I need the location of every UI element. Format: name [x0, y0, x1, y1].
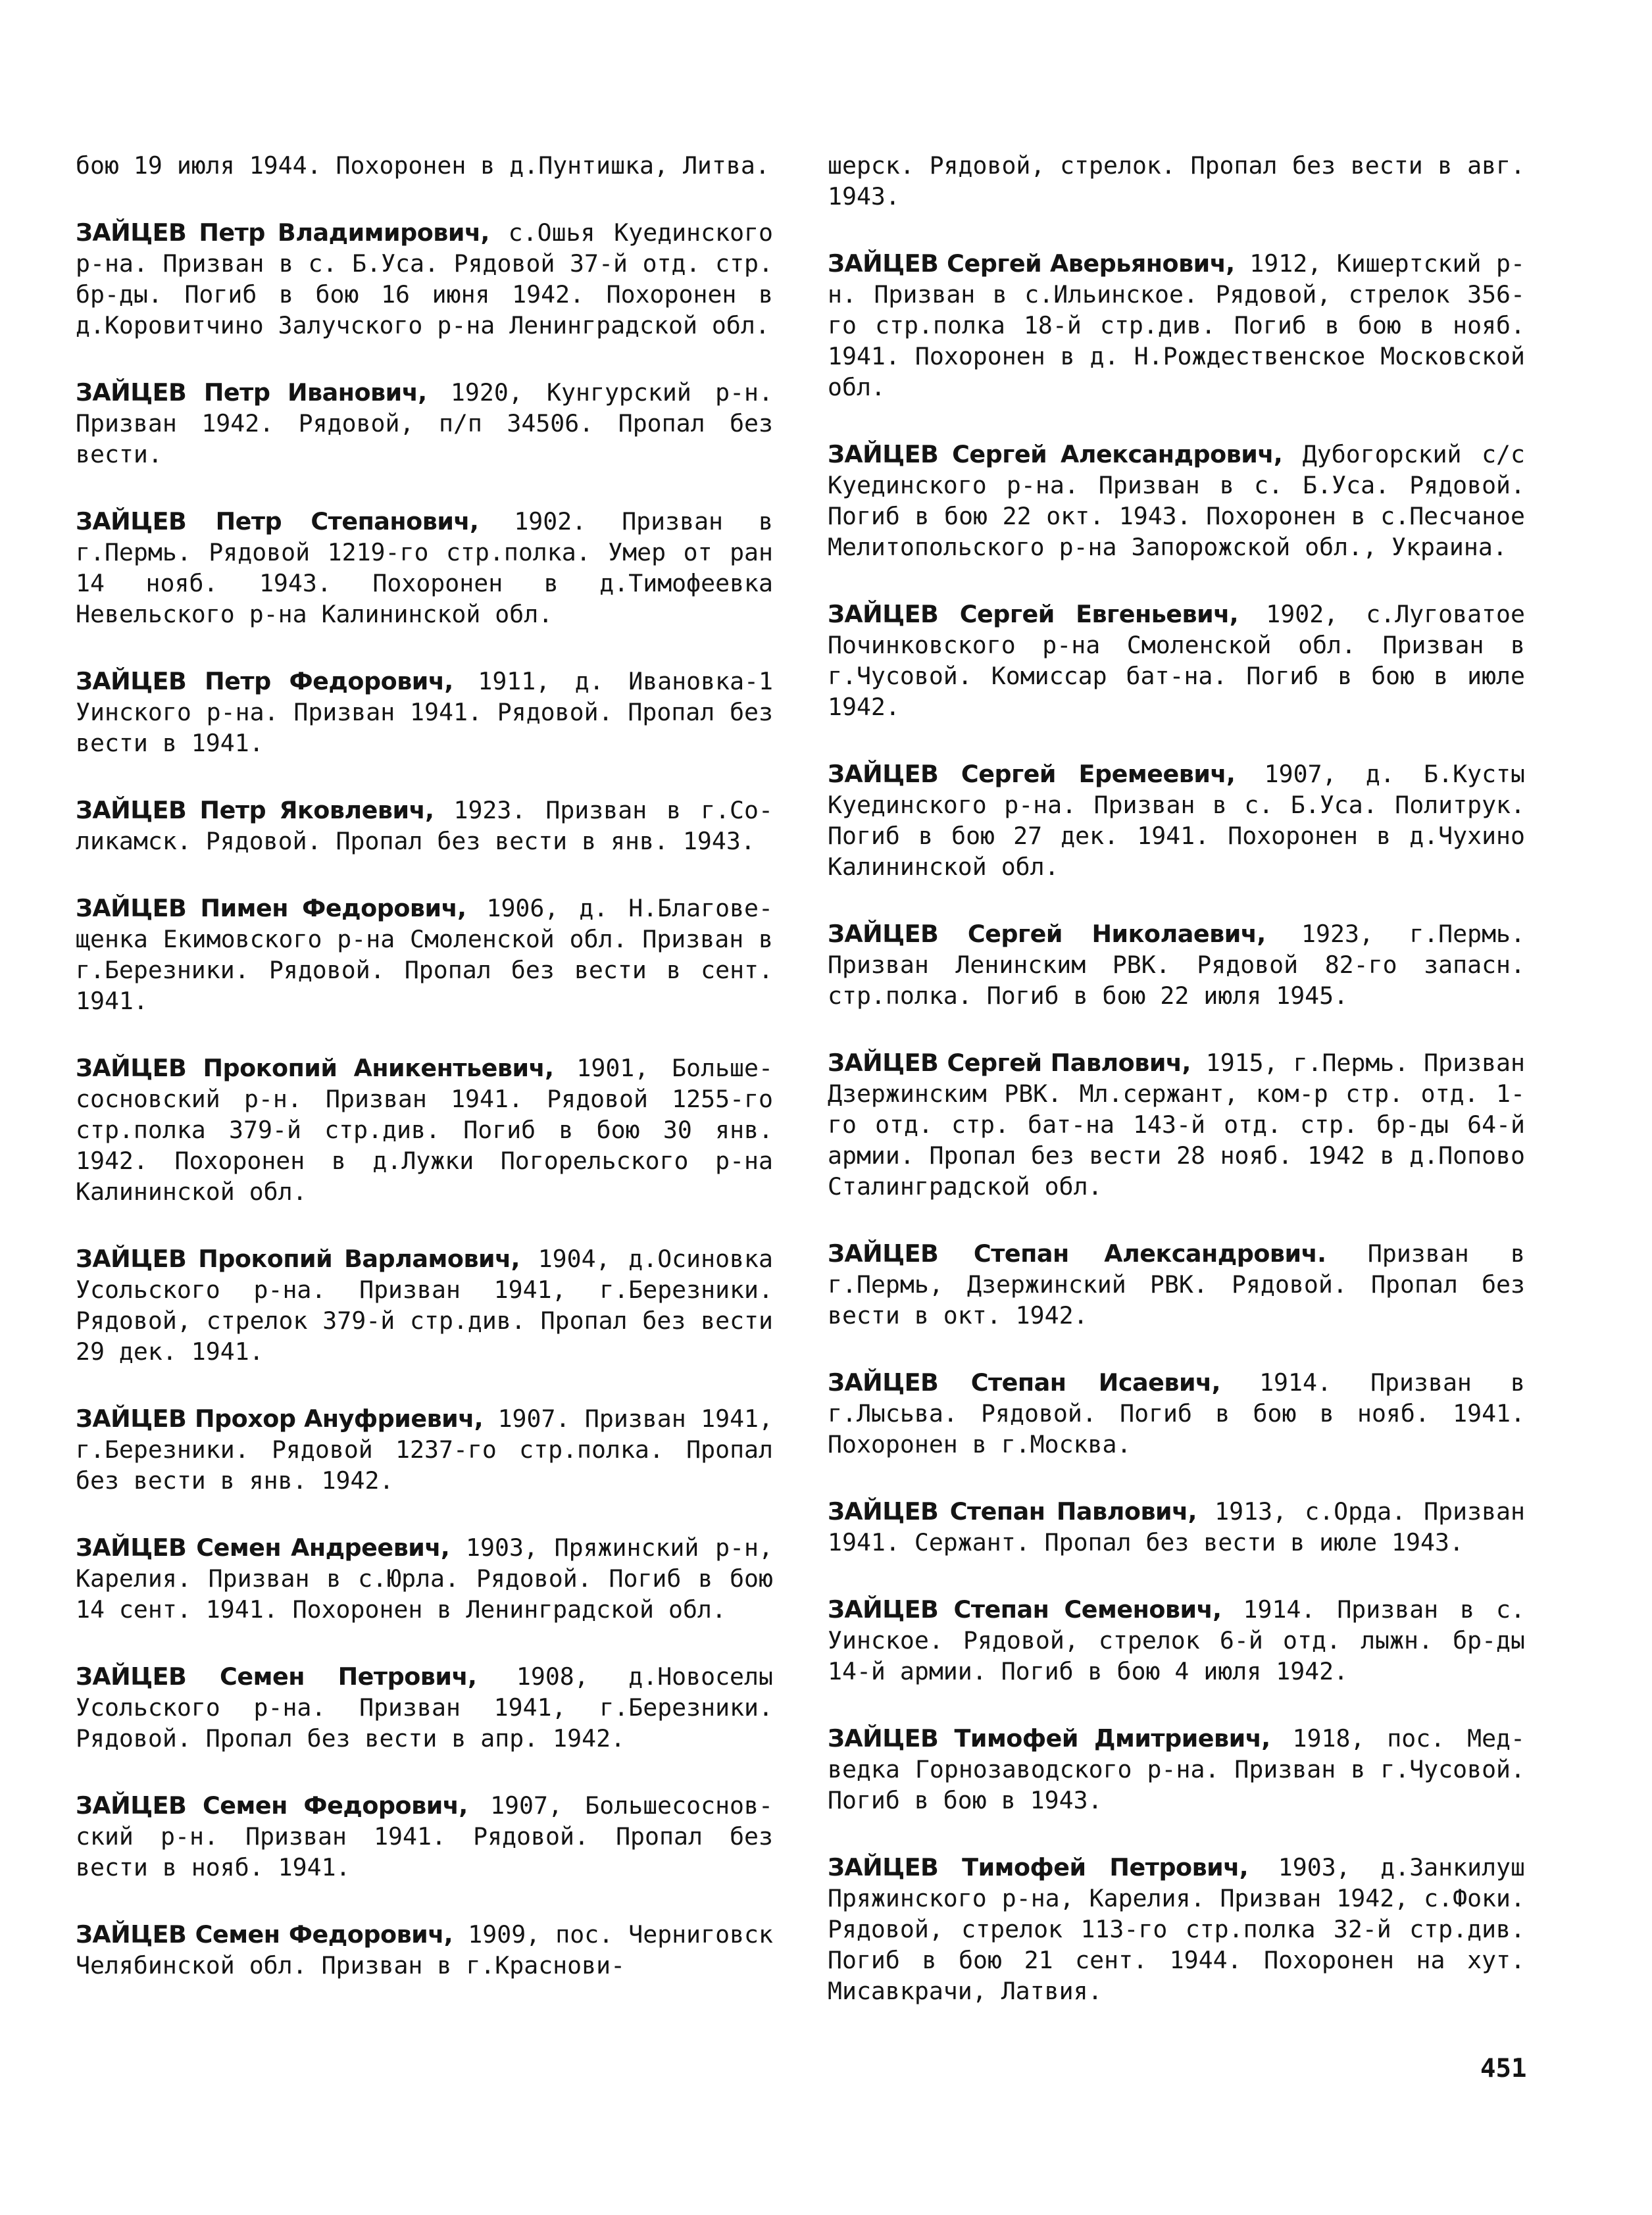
- list-item: [76, 1661, 773, 1754]
- list-item: [828, 1238, 1525, 1331]
- entry-text: 1923. Призван в г.Соликамск. Рядовой. Пропал без вести в янв. 1943.: [76, 796, 773, 855]
- entry-name: ЗАЙЦЕВ Тимофей Петрович,: [828, 1853, 1249, 1881]
- entry-text: 1903, Пряжинский р-н, Карелия. Призван в с.Юрла. Рядовой. Погиб в бою 14 сент. 1941. Похоронен в Ленинградской обл.: [76, 1533, 773, 1624]
- entry-text: 1904, д.Осиновка Усольского р-на. Призван 1941, г.Березники. Рядовой, стрелок 379-й стр.див. Пропал без вести 29 дек. 1941.: [76, 1245, 773, 1366]
- entry-text: 1913, с.Орда. Призван 1941. Сержант. Пропал без вести в июле 1943.: [828, 1497, 1525, 1556]
- list-item: [76, 893, 773, 1016]
- entry-text: 1914. Призван в с. Уинское. Рядовой, стрелок 6-й отд. лыжн. бр-ды 14-й армии. Погиб в бою 4 июля 1942.: [828, 1595, 1526, 1685]
- entry-text: 1914. Призван в г.Лысьва. Рядовой. Погиб в бою в нояб. 1941. Похоронен в г.Москва.: [828, 1368, 1525, 1458]
- entry-text: 1907, Большесосновский р-н. Призван 1941. Рядовой. Пропал без вести в нояб. 1941.: [76, 1791, 773, 1881]
- entry-name: ЗАЙЦЕВ Петр Иванович,: [76, 378, 427, 407]
- entry-name: ЗАЙЦЕВ Прохор Ануфриевич,: [76, 1405, 484, 1433]
- entry-name: ЗАЙЦЕВ Семен Петрович,: [76, 1662, 477, 1691]
- list-item: [828, 439, 1525, 562]
- entry-text: 1923, г.Пермь. Призван Ленинским РВК. Рядовой 82-го запасн. стр.полка. Погиб в бою 22 июля 1945.: [828, 920, 1526, 1010]
- entry-text: 1901, Большесосновский р-н. Призван 1941. Рядовой 1255-го стр.полка 379-й стр.див. Погиб в бою 30 янв. 1942. Похоронен в д.Лужки Погорельского р-на Калининской обл.: [76, 1054, 773, 1206]
- entry-text: 1908, д.Новоселы Усольского р-на. Призван 1941, г.Березники. Рядовой. Пропал без вести в апр. 1942.: [76, 1662, 773, 1753]
- right-column: [828, 150, 1525, 2043]
- entry-text: 1902. Призван в г.Пермь. Рядовой 1219-го стр.полка. Умер от ран 14 нояб. 1943. Похоронен в д.Тимофеевка Невельского р-на Калининской обл.: [76, 507, 773, 628]
- list-item: [76, 377, 773, 470]
- entry-text: 1906, д. Н.Благовещенка Екимовского р-на Смоленской обл. Призван в г.Березники. Рядовой. Пропал без вести в сент. 1941.: [76, 894, 773, 1015]
- list-item: [828, 1496, 1525, 1558]
- entry-name: ЗАЙЦЕВ Сергей Еремеевич,: [828, 760, 1236, 788]
- list-item: [828, 1594, 1525, 1687]
- entry-text: 1907, д. Б.Кусты Куединского р-на. Призван в с. Б.Уса. Политрук. Погиб в бою 27 дек. 1941. Похоронен в д.Чухино Калининской обл.: [828, 760, 1525, 881]
- entry-name: ЗАЙЦЕВ Степан Павлович,: [828, 1497, 1197, 1526]
- list-item: [828, 1367, 1525, 1460]
- entry-name: ЗАЙЦЕВ Тимофей Дмитриевич,: [828, 1724, 1270, 1753]
- entry-text: 1902, с.Луговатое Починковского р-на Смоленской обл. Призван в г.Чусовой. Комиссар бат-на. Погиб в бою в июле 1942.: [828, 600, 1525, 721]
- list-item: [828, 1723, 1525, 1816]
- entry-name: ЗАЙЦЕВ Степан Исаевич,: [828, 1368, 1220, 1397]
- list-item: [828, 248, 1525, 403]
- entry-text: Призван в г.Пермь, Дзержинский РВК. Рядовой. Пропал без вести в окт. 1942.: [828, 1239, 1526, 1330]
- entry-name: ЗАЙЦЕВ Сергей Александрович,: [828, 440, 1283, 468]
- entry-name: ЗАЙЦЕВ Сергей Евгеньевич,: [828, 600, 1239, 628]
- entry-text: 1912, Кишертский р-н. Призван в с.Ильинское. Рядовой, стрелок 356-го стр.полка 18-й стр.див. Погиб в бою в нояб. 1941. Похоронен в д. Н.Рождественское Московской обл.: [828, 249, 1526, 401]
- list-item: [76, 1053, 773, 1207]
- entry-text: 1915, г.Пермь. Призван Дзержинским РВК. Мл.сержант, ком-р стр. отд. 1-го отд. стр. бат-на 143-й отд. стр. бр-ды 64-й армии. Пропал без вести 28 нояб. 1942 в д.Попово Сталинградской обл.: [828, 1049, 1526, 1201]
- entry-name: ЗАЙЦЕВ Петр Федорович,: [76, 667, 453, 695]
- list-item: [828, 759, 1525, 882]
- entry-text: 1911, д. Ивановка-1 Уинского р-на. Призван 1941. Рядовой. Пропал без вести в 1941.: [76, 667, 774, 757]
- entry-name: ЗАЙЦЕВ Семен Федорович,: [76, 1920, 453, 1949]
- entry-name: ЗАЙЦЕВ Петр Яковлевич,: [76, 796, 434, 824]
- list-item: [828, 1047, 1525, 1202]
- entry-name: ЗАЙЦЕВ Пимен Федорович,: [76, 894, 466, 922]
- list-item: [76, 795, 773, 857]
- list-item: [76, 506, 773, 630]
- list-item: [76, 1790, 773, 1883]
- entry-text: 1918, пос. Медведка Горнозаводского р-на. Призван в г.Чусовой. Погиб в бою в 1943.: [828, 1724, 1526, 1814]
- list-item: [76, 666, 773, 759]
- entry-name: ЗАЙЦЕВ Степан Александрович.: [828, 1239, 1326, 1268]
- entry-name: ЗАЙЦЕВ Сергей Аверьянович,: [828, 249, 1235, 278]
- list-item: [76, 1919, 773, 1981]
- entry-name: ЗАЙЦЕВ Семен Андреевич,: [76, 1533, 450, 1562]
- continuation-paragraph: бою 19 июля 1944. Похоронен в д.Пунтишка, Литва.: [76, 151, 770, 180]
- entry-text: Дубогорский с/с Куединского р-на. Призван в с. Б.Уса. Рядовой. Погиб в бою 22 окт. 1943. Похоронен в с.Песчаное Мелитопольского р-на Запорожской обл., Украина.: [828, 440, 1525, 561]
- entry-name: ЗАЙЦЕВ Сергей Николаевич,: [828, 920, 1266, 948]
- list-item: [828, 1852, 1525, 2006]
- entry-name: ЗАЙЦЕВ Прокопий Аникентьевич,: [76, 1054, 554, 1082]
- entry-text: 1907. Призван 1941, г.Березники. Рядовой 1237-го стр.полка. Пропал без вести в янв. 1942.: [76, 1405, 773, 1495]
- list-item: [76, 1532, 773, 1625]
- entry-name: ЗАЙЦЕВ Петр Владимирович,: [76, 218, 489, 247]
- entry-name: ЗАЙЦЕВ Семен Федорович,: [76, 1791, 468, 1820]
- page-number: 451: [1480, 2054, 1527, 2083]
- entry-name: ЗАЙЦЕВ Прокопий Варламович,: [76, 1245, 520, 1273]
- entry-text: 1920, Кунгурский р-н. Призван 1942. Рядовой, п/п 34506. Пропал без вести.: [76, 378, 773, 468]
- entry-text: с.Ошья Куединского р-на. Призван в с. Б.Уса. Рядовой 37-й отд. стр. бр-ды. Погиб в бою 16 июня 1942. Похоронен в д.Коровитчино Залучского р-на Ленинградской обл.: [76, 218, 773, 339]
- entry-name: ЗАЙЦЕВ Петр Степанович,: [76, 507, 479, 535]
- entry-text: 1903, д.Занкилуш Пряжинского р-на, Карелия. Призван 1942, с.Фоки. Рядовой, стрелок 113-го стр.полка 32-й стр.див. Погиб в бою 21 сент. 1944. Похоронен на хут. Мисавкрачи, Латвия.: [828, 1853, 1525, 2005]
- list-item: [828, 918, 1525, 1011]
- entry-text: 1909, пос. Черниговск Челябинской обл. Призван в г.Краснови-: [76, 1920, 773, 1979]
- continuation-paragraph: шерск. Рядовой, стрелок. Пропал без вести в авг. 1943.: [828, 151, 1525, 211]
- list-item: [76, 1243, 773, 1367]
- list-item: [76, 1403, 773, 1496]
- entry-name: ЗАЙЦЕВ Сергей Павлович,: [828, 1049, 1191, 1077]
- entry-name: ЗАЙЦЕВ Степан Семенович,: [828, 1595, 1222, 1624]
- left-column: [76, 150, 773, 2017]
- list-item: [828, 599, 1525, 722]
- list-item: [76, 217, 773, 341]
